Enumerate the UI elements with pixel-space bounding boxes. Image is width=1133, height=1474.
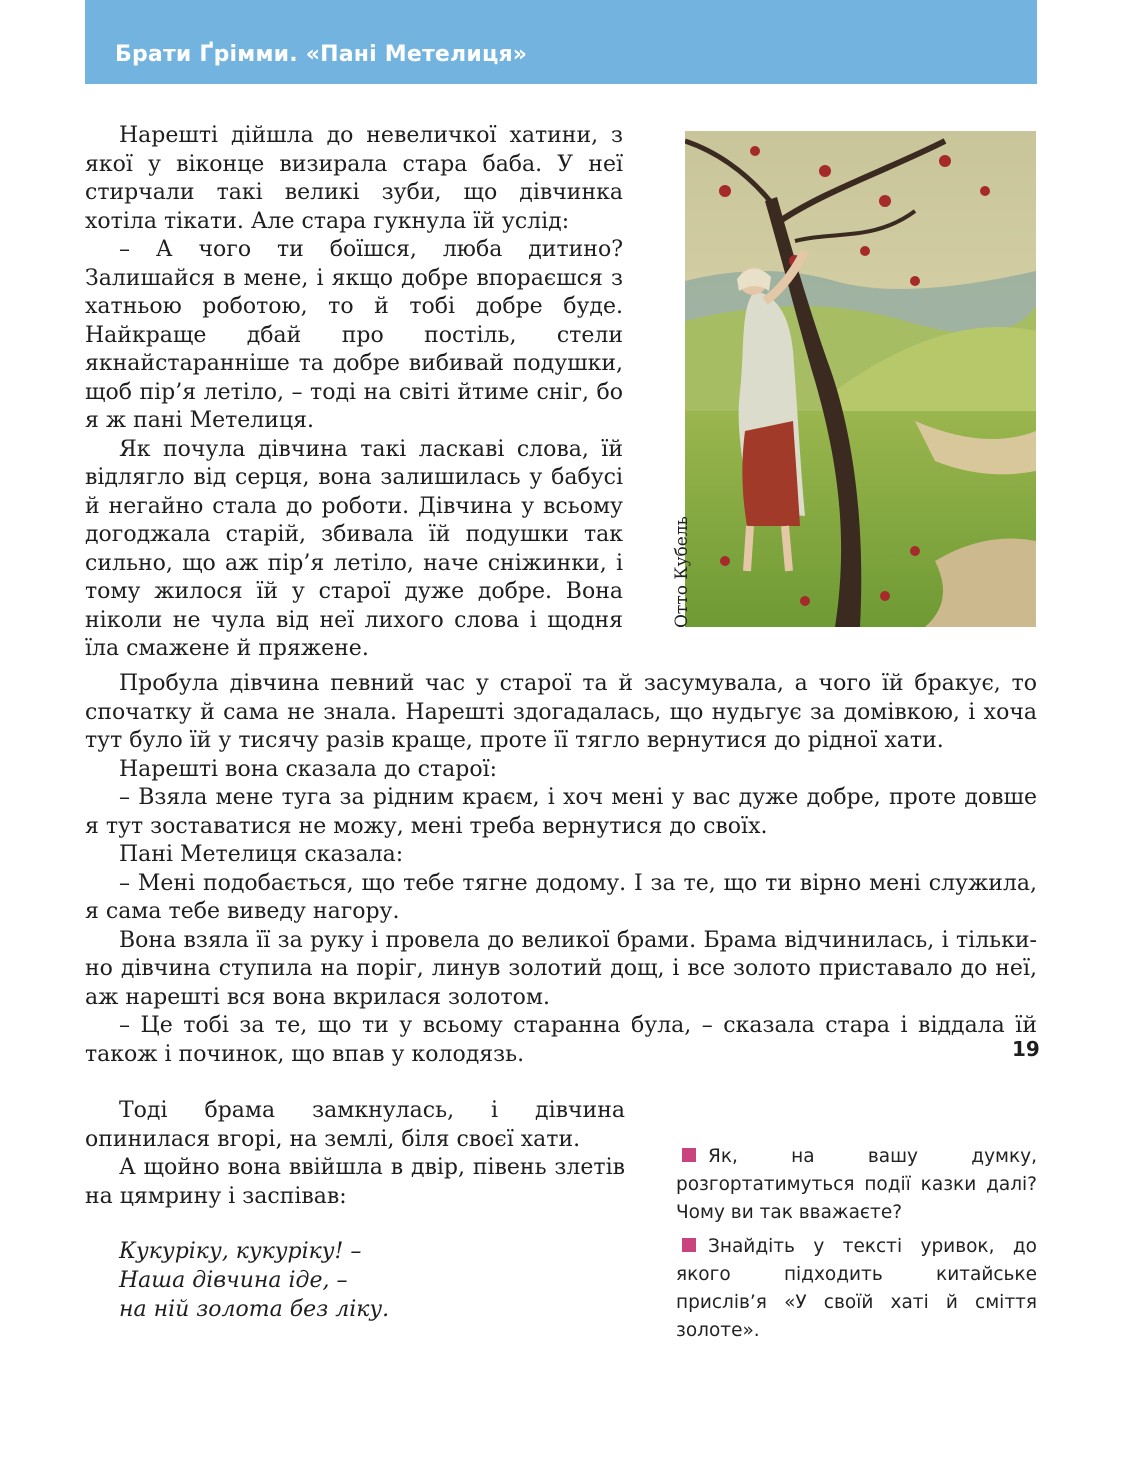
paragraph: Пробула дівчина певний час у старої та й засумувала, а чого їй бракує, то спочатку й сама не знала. Нарешті здогадалась, що нудьгує за домівкою, і хоча тут було їй у тисячу разів краще, проте її тягло вернутися до рідної хати. <box>85 671 1037 753</box>
illustration <box>685 131 1036 627</box>
illustration-credit: Отто Кубель <box>672 516 692 628</box>
question-item <box>676 1143 1037 1227</box>
paragraph: Тоді брама замкнулась, і дівчина опинилася вгорі, на землі, біля своєї хати. <box>85 1098 625 1152</box>
paragraph: Нарешті дійшла до невеличкої хатини, з якої у віконце визирала стара баба. У неї стирчали такі великі зуби, що дівчинка хотіла тікати. Але стара гукнула їй услід: <box>85 123 623 234</box>
questions-box <box>676 1143 1037 1351</box>
painting-girl-under-apple-tree-icon <box>685 131 1036 627</box>
question-item <box>676 1233 1037 1345</box>
page-number: 19 <box>1012 1037 1040 1061</box>
text-block-middle <box>85 670 1037 1069</box>
poem-line: Наша дівчина іде, – <box>119 1268 348 1293</box>
square-bullet-icon <box>682 1148 696 1162</box>
paragraph: Вона взяла її за руку і провела до великої брами. Брама відчинилась, і тільки-но дівчина ступила на поріг, линув золотий дощ, і все золото приставало до неї, аж нарешті вся вона вкрилася золотом. <box>85 927 1037 1010</box>
question-text: Як, на вашу думку, розгортатимуться події казки далі? Чому ви так вважаєте? <box>676 1146 1037 1223</box>
paragraph: А щойно вона ввійшла в двір, півень злетів на цямрину і заспівав: <box>85 1155 625 1209</box>
paragraph: – Мені подобається, що тебе тягне додому. І за те, що ти вірно мені служила, я сама тебе виведу нагору. <box>85 870 1037 924</box>
poem-line: на ній золота без ліку. <box>119 1297 390 1322</box>
poem <box>119 1237 389 1324</box>
paragraph: – Це тобі за те, що ти у всьому старанна була, – сказала стара і віддала їй також і починок, що впав у колодязь. <box>85 1013 1037 1067</box>
question-text: Знайдіть у тексті уривок, до якого підходить китайське прислів’я «У своїй хаті й сміття золоте». <box>676 1236 1037 1341</box>
poem-line: Кукуріку, кукуріку! – <box>119 1239 362 1264</box>
chapter-title: Брати Ґрімми. «Пані Метелиця» <box>115 42 528 67</box>
text-block-bottom <box>85 1097 625 1211</box>
paragraph: Як почула дівчина такі ласкаві слова, їй відлягло від серця, вона залишилась у бабусі й негайно стала до роботи. Дівчина у всьому догоджала старій, збивала їй подушки так сильно, що аж пір’я летіло, наче сніжинки, і тому жилося їй у старої дуже добре. Вона ніколи не чула від неї лихого слова і щодня їла смажене й пряжене. <box>85 436 623 661</box>
paragraph: Пані Метелиця сказала: <box>119 842 404 867</box>
paragraph: Нарешті вона сказала до старої: <box>119 756 498 782</box>
text-block-top <box>85 122 623 664</box>
paragraph: – Взяла мене туга за рідним краєм, і хоч мені у вас дуже добре, проте довше я тут зоставатися не можу, мені треба вернутися до своїх. <box>85 785 1037 839</box>
paragraph: – А чого ти боїшся, люба дитино? Залишайся в мене, і якщо добре впораєшся з хатньою роботою, то й тобі добре буде. Найкраще дбай про постіль, стели якнайстаранніше та добре вибивай подушки, щоб пір’я летіло, – тоді на світі йтиме сніг, бо я ж пані Метелиця. <box>85 237 623 433</box>
square-bullet-icon <box>682 1238 696 1252</box>
